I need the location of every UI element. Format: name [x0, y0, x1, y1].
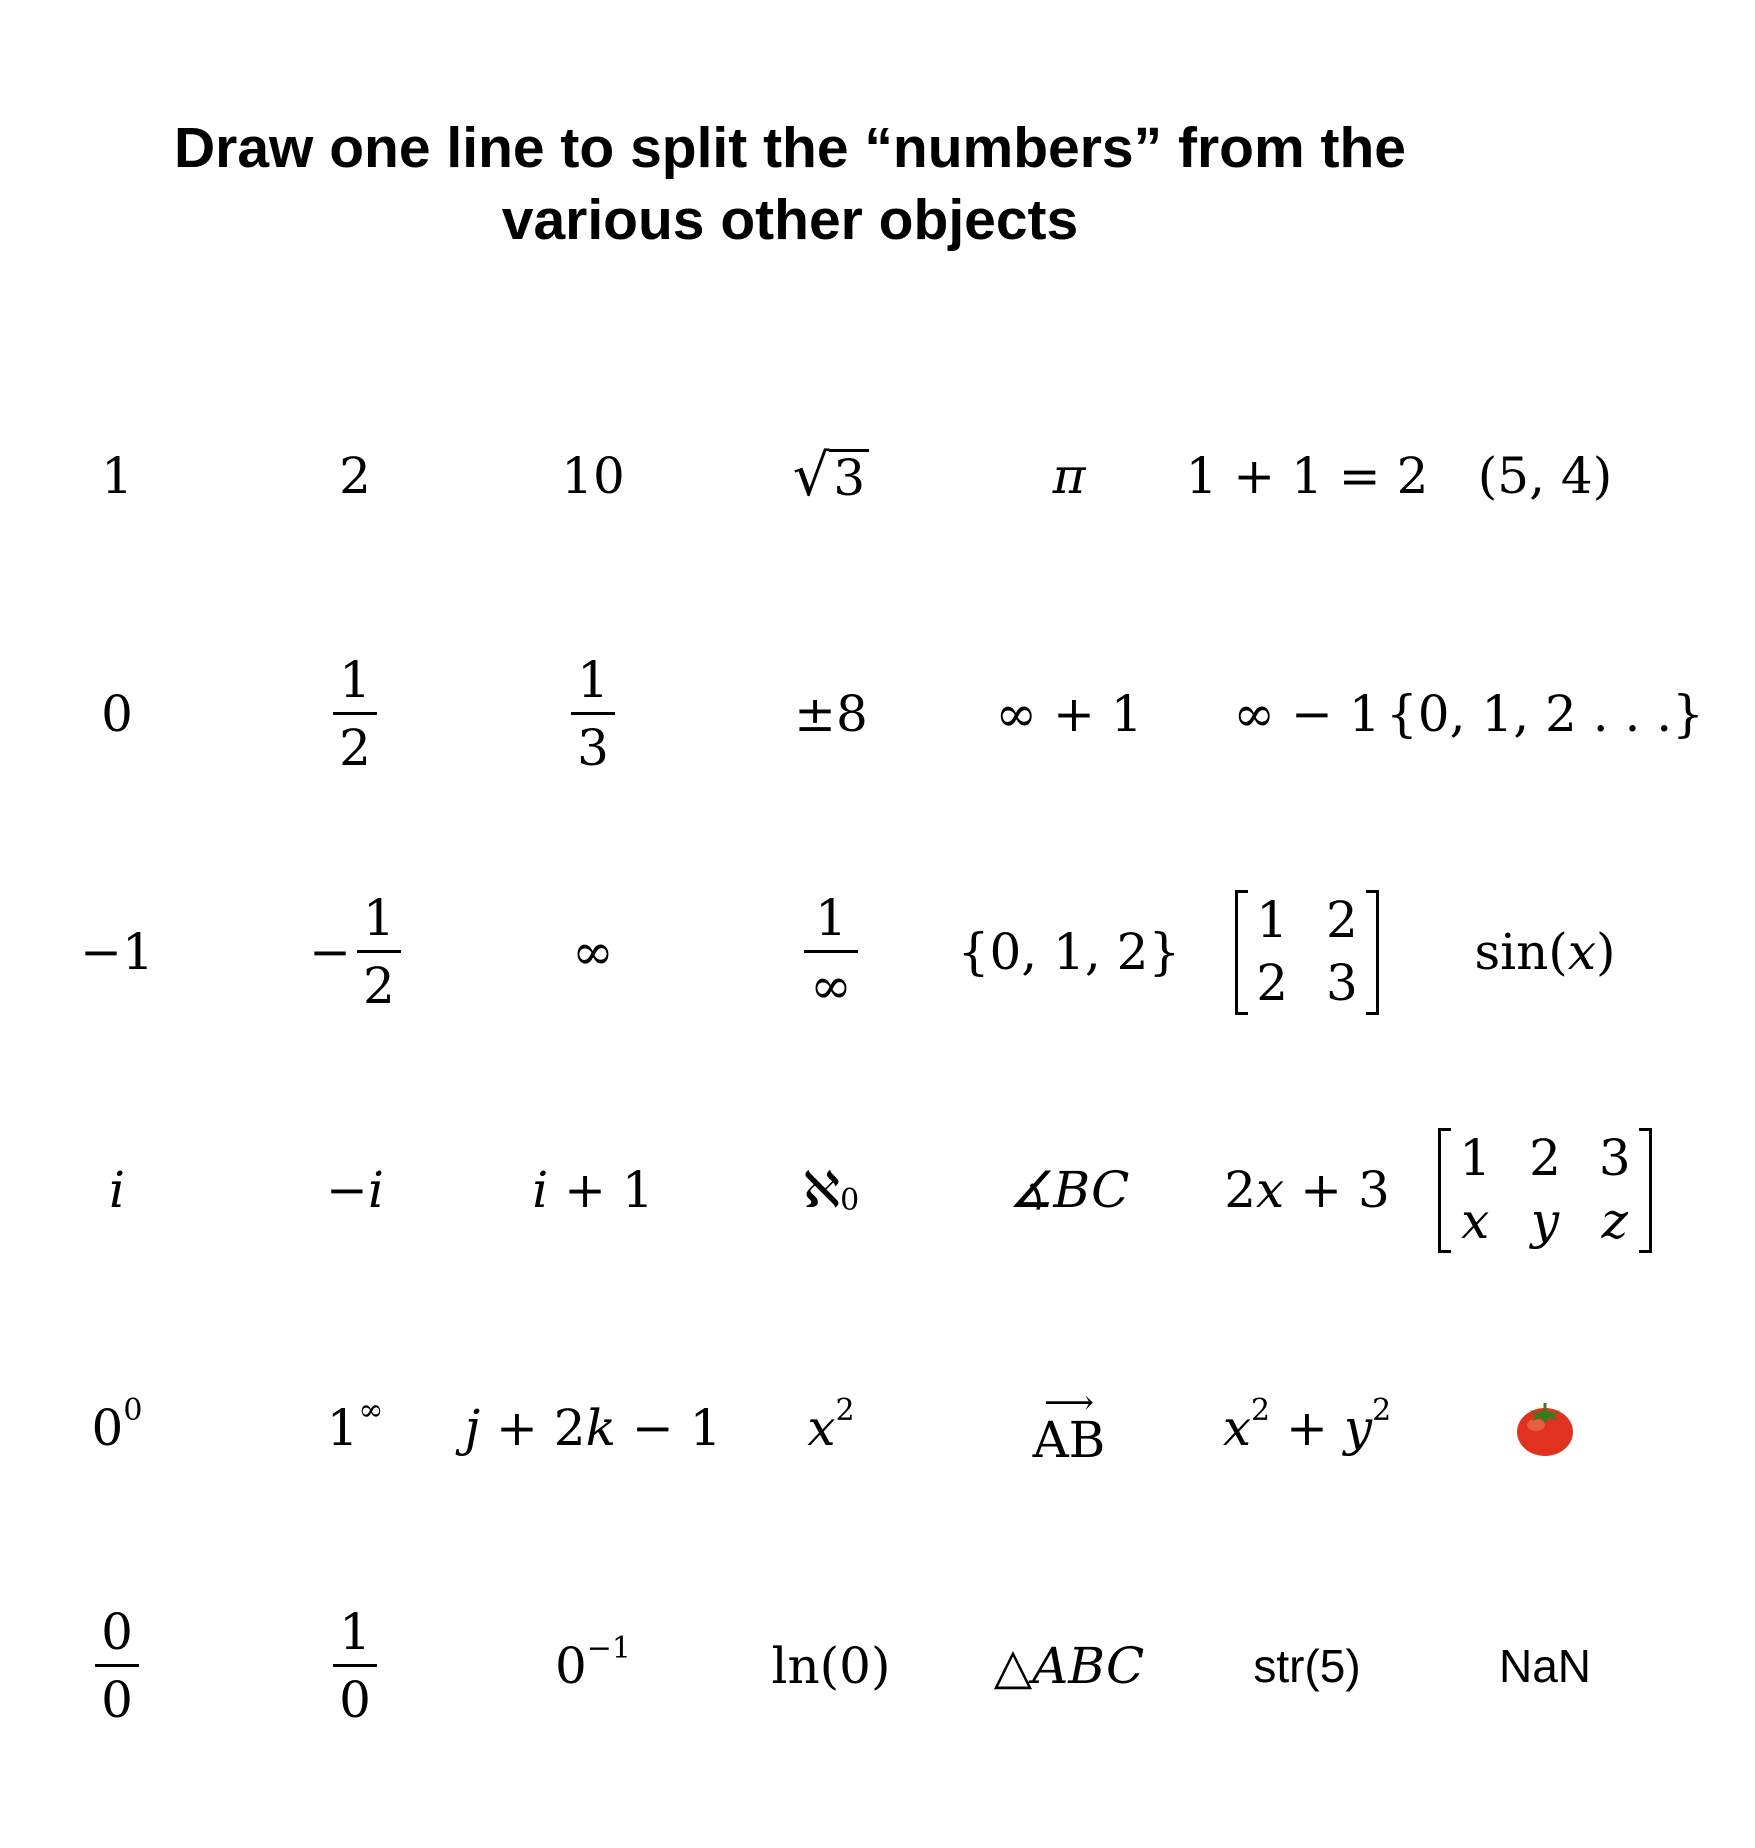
item-angle-bc: ∡BC [1008, 1161, 1130, 1219]
item-sine-x: sin( x ) [1474, 923, 1616, 981]
left-bracket [1235, 890, 1248, 1015]
item-str-5: str(5) [1253, 1640, 1361, 1692]
item-x-squared-plus-y-squared: x 2 + y 2 [1222, 1392, 1392, 1457]
item-ln-0: ln(0) [771, 1637, 891, 1695]
item-10: 10 [561, 447, 625, 505]
item-j-plus-2k-minus-1: j + 2 k − 1 [464, 1399, 722, 1457]
item-negative-1: −1 [80, 923, 154, 981]
item-zero-over-zero: $\frac{0}{0}$ [0, 1566, 237, 1766]
item-infinite-set: {0, 1, 2 . . .} [1386, 685, 1704, 743]
item-infinity: ∞ [572, 923, 614, 981]
item-matrix-2x2: 1 2 2 3 [1187, 852, 1427, 1052]
item-negative-one-half: − $\frac{1}{2}$ [235, 852, 475, 1052]
instruction-title [0, 112, 1580, 256]
item-nan: NaN [1498, 1640, 1592, 1692]
item-zero-to-negative-1: 0 −1 [554, 1630, 632, 1695]
item-finite-set: {0, 1, 2} [957, 923, 1181, 981]
tomato-icon [1514, 1397, 1576, 1459]
title-line-2: various other objects [501, 188, 1079, 252]
item-pi: π [1052, 447, 1086, 505]
item-matrix-2x3: 1 2 3 x y z [1405, 1090, 1685, 1290]
item-one-third: $\frac{1}{3}$ [473, 614, 713, 814]
item-equation: 1 + 1 = 2 [1185, 447, 1429, 505]
item-triangle-abc: △ ABC [993, 1637, 1145, 1695]
item-2x-plus-3: 2 x + 3 [1224, 1161, 1390, 1219]
item-one-half: $\frac{1}{2}$ [235, 614, 475, 814]
item-aleph-null: ℵ 0 [802, 1161, 860, 1219]
item-vector-ab: ⟶ AB [1032, 1382, 1106, 1470]
item-0: 0 [101, 685, 133, 743]
item-2: 2 [339, 447, 371, 505]
item-i-plus-1: i + 1 [532, 1161, 654, 1219]
item-1: 1 [101, 447, 133, 505]
item-infinity-minus-1: ∞ − 1 [1233, 685, 1381, 743]
item-one-to-infinity: 1 ∞ [326, 1392, 384, 1457]
item-i: i [109, 1161, 125, 1219]
item-one-over-zero: $\frac{1}{0}$ [235, 1566, 475, 1766]
right-bracket [1366, 890, 1379, 1015]
item-ordered-pair: (5, 4) [1477, 447, 1613, 505]
item-x-squared: x 2 [807, 1392, 855, 1457]
item-zero-to-zero: 0 0 [91, 1392, 143, 1457]
item-one-over-infinity: $\frac{1}{\infty}$ [711, 852, 951, 1052]
item-plus-minus-8: ±8 [794, 685, 868, 743]
vector-arrow-icon: ⟶ [1043, 1382, 1095, 1423]
left-bracket [1438, 1128, 1451, 1253]
item-negative-i: −i [326, 1161, 384, 1219]
radical-icon: √ [792, 442, 830, 510]
item-sqrt-3: √ 3 [711, 376, 951, 576]
title-line-1: Draw one line to split the “numbers” from the [174, 116, 1406, 180]
item-tomato [1425, 1328, 1665, 1528]
right-bracket [1639, 1128, 1652, 1253]
item-infinity-plus-1: ∞ + 1 [995, 685, 1143, 743]
